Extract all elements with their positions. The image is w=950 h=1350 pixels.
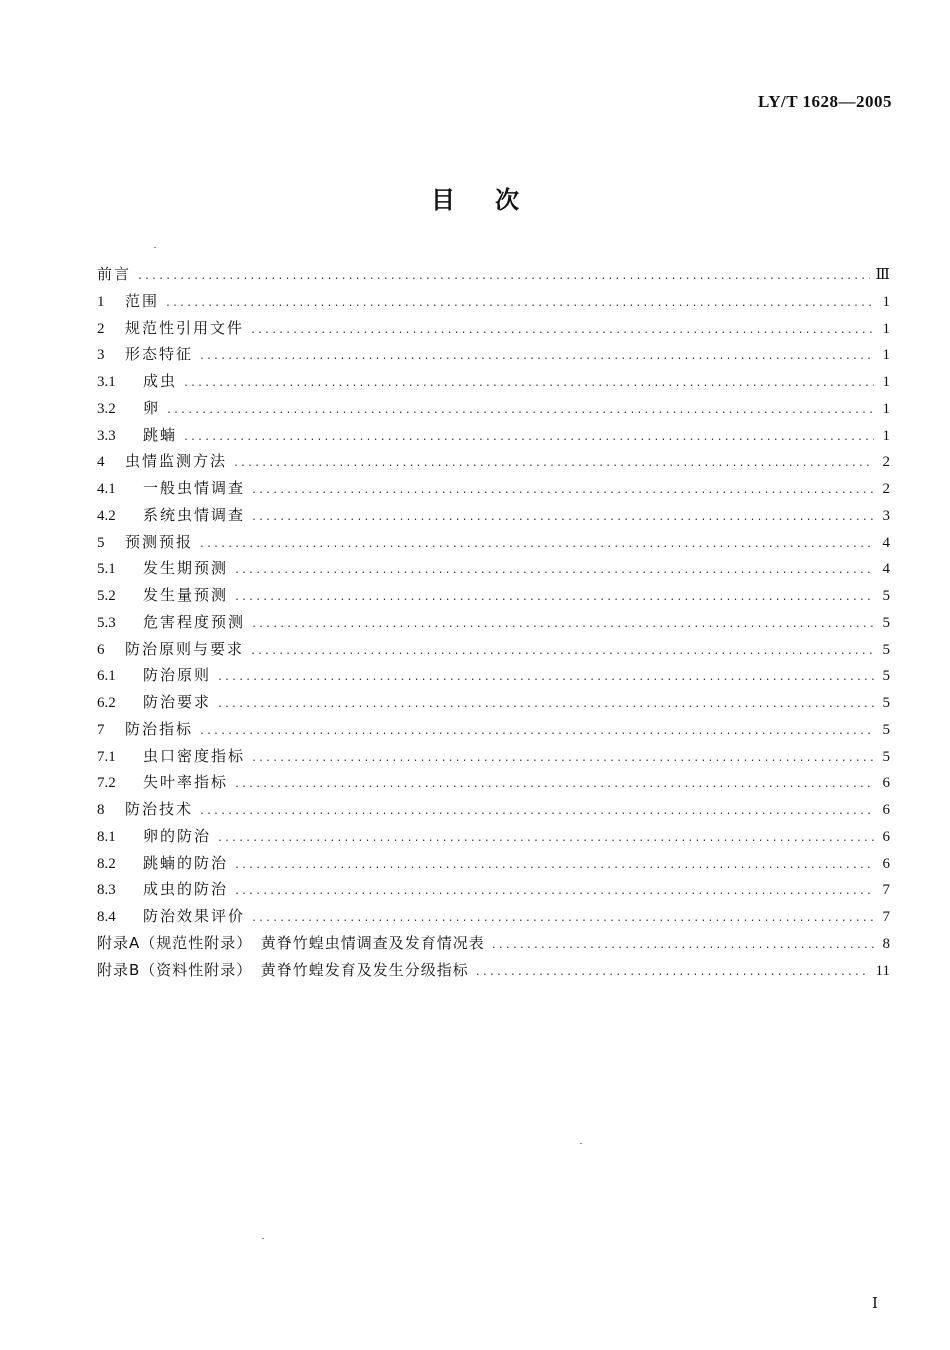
toc-dot-leader — [251, 512, 874, 523]
toc-dot-leader — [233, 458, 874, 469]
toc-dot-leader — [250, 646, 874, 657]
toc-entry-number: 5.1 — [97, 561, 116, 578]
toc-dot-leader — [475, 967, 870, 978]
toc-entry-number: 4.1 — [97, 481, 116, 497]
toc-entry-page: Ⅲ — [875, 267, 890, 283]
toc-entry[interactable] — [97, 878, 890, 905]
toc-entry[interactable] — [97, 584, 890, 611]
toc-entry-title: 防治原则与要求 — [125, 639, 245, 658]
toc-entry-page: 4 — [882, 561, 890, 578]
toc-entry[interactable] — [97, 343, 890, 370]
toc-entry-number: 8 — [97, 802, 105, 818]
toc-entry[interactable] — [97, 745, 890, 772]
toc-dot-leader — [217, 833, 874, 844]
toc-entry-title: 跳蝻的防治 — [143, 853, 229, 872]
toc-dot-leader — [234, 592, 874, 603]
toc-dot-leader — [199, 806, 874, 817]
toc-dot-leader — [166, 405, 874, 416]
toc-entry-title: 失叶率指标 — [143, 773, 229, 792]
toc-dot-leader — [234, 565, 874, 576]
toc-entry-title: 防治要求 — [143, 693, 212, 711]
toc-entry-title: 范围 — [125, 291, 160, 310]
toc-entry-page: 4 — [882, 534, 890, 551]
toc-entry[interactable] — [97, 852, 890, 879]
toc-entry-number: 6.1 — [97, 668, 116, 685]
toc-dot-leader — [217, 699, 874, 710]
toc-entry[interactable] — [97, 290, 890, 317]
standard-code: LY/T 1628—2005 — [757, 92, 892, 111]
toc-dot-leader — [217, 672, 874, 683]
toc-entry[interactable] — [97, 771, 890, 798]
toc-entry-page: 1 — [882, 293, 890, 310]
toc-entry-page: 5 — [882, 641, 890, 658]
toc-dot-leader — [199, 351, 874, 362]
page-number: Ⅰ — [872, 1296, 878, 1312]
toc-entry-number: 8.4 — [97, 909, 116, 925]
table-of-contents — [97, 263, 890, 985]
toc-entry[interactable] — [97, 718, 890, 745]
toc-entry[interactable] — [97, 611, 890, 638]
toc-entry-number: 3.1 — [97, 374, 116, 390]
toc-entry-number: 5.2 — [97, 588, 116, 604]
toc-entry[interactable] — [97, 798, 890, 825]
toc-entry-number: 2 — [97, 320, 105, 337]
toc-entry-number: 6 — [97, 641, 105, 658]
toc-entry-number: 4.2 — [97, 507, 116, 524]
scan-speck — [154, 247, 156, 248]
toc-entry-title: 卵 — [143, 398, 161, 417]
toc-entry-page: 1 — [882, 400, 890, 417]
toc-entry-title: 前言 — [97, 265, 132, 283]
toc-entry-page: 11 — [875, 962, 890, 979]
toc-entry[interactable] — [97, 397, 890, 424]
toc-dot-leader — [183, 432, 874, 443]
toc-entry-title: 系统虫情调查 — [143, 505, 246, 524]
toc-entry-page: 3 — [882, 507, 890, 524]
toc-entry-page: 8 — [882, 935, 890, 952]
toc-entry[interactable] — [97, 263, 890, 290]
toc-entry-title: 成虫 — [143, 372, 178, 390]
toc-entry-page: 1 — [882, 320, 890, 337]
toc-entry-page: 1 — [882, 427, 890, 444]
toc-entry-page: 1 — [882, 374, 890, 390]
toc-dot-leader — [234, 779, 874, 790]
toc-entry[interactable] — [97, 370, 890, 397]
toc-entry[interactable] — [97, 504, 890, 531]
toc-entry-number: 7.1 — [97, 748, 116, 765]
toc-entry-title: 发生期预测 — [143, 559, 229, 578]
toc-entry[interactable] — [97, 424, 890, 451]
toc-dot-leader — [199, 539, 874, 550]
toc-entry-title: 跳蝻 — [143, 425, 178, 444]
toc-entry-title: 卵的防治 — [143, 826, 212, 845]
page-title: 目次 — [431, 186, 559, 214]
toc-entry-page: 5 — [882, 695, 890, 711]
toc-entry-page: 7 — [882, 909, 890, 925]
toc-entry-number: 8.1 — [97, 828, 116, 845]
toc-entry-title: 防治技术 — [125, 800, 194, 818]
toc-entry-title: 附录A（规范性附录） 黄脊竹蝗虫情调查及发育情况表 — [97, 933, 485, 952]
toc-entry[interactable] — [97, 531, 890, 558]
toc-entry-title: 防治效果评价 — [143, 907, 246, 925]
toc-entry-title: 形态特征 — [125, 345, 194, 364]
toc-dot-leader — [250, 325, 874, 336]
toc-entry-title: 一般虫情调查 — [143, 479, 246, 497]
scan-speck — [262, 1238, 264, 1239]
toc-entry-number: 7 — [97, 721, 105, 738]
toc-entry-title: 虫情监测方法 — [125, 452, 228, 471]
toc-entry-page: 5 — [882, 614, 890, 631]
toc-entry-number: 8.2 — [97, 855, 116, 872]
toc-entry-number: 4 — [97, 454, 105, 471]
toc-entry[interactable] — [97, 905, 890, 932]
toc-entry-page: 5 — [882, 668, 890, 685]
toc-entry-title: 虫口密度指标 — [143, 746, 246, 765]
toc-entry-title: 成虫的防治 — [143, 880, 229, 899]
toc-entry[interactable] — [97, 932, 890, 959]
toc-entry[interactable] — [97, 664, 890, 691]
toc-dot-leader — [251, 485, 874, 496]
toc-dot-leader — [234, 860, 874, 871]
toc-entry-page: 5 — [882, 588, 890, 604]
toc-entry-page: 2 — [882, 481, 890, 497]
toc-entry-title: 附录B（资料性附录） 黄脊竹蝗发育及发生分级指标 — [97, 960, 469, 979]
toc-entry[interactable] — [97, 825, 890, 852]
toc-entry-number: 3.3 — [97, 427, 116, 444]
toc-entry-title: 规范性引用文件 — [125, 318, 245, 337]
toc-dot-leader — [251, 753, 874, 764]
toc-entry-page: 2 — [882, 454, 890, 471]
toc-entry-page: 6 — [882, 775, 890, 792]
toc-entry[interactable] — [97, 317, 890, 344]
toc-entry-page: 1 — [882, 347, 890, 364]
toc-entry-page: 7 — [882, 882, 890, 899]
toc-dot-leader — [199, 726, 874, 737]
toc-entry-title: 预测预报 — [125, 532, 194, 551]
toc-dot-leader — [251, 913, 874, 924]
toc-dot-leader — [491, 940, 874, 951]
toc-entry-page: 6 — [882, 802, 890, 818]
toc-dot-leader — [234, 886, 874, 897]
toc-entry[interactable] — [97, 477, 890, 504]
toc-entry-page: 5 — [882, 721, 890, 738]
toc-dot-leader — [165, 298, 874, 309]
toc-entry-number: 8.3 — [97, 882, 116, 899]
toc-entry[interactable] — [97, 450, 890, 477]
toc-entry-page: 6 — [882, 828, 890, 845]
toc-entry-number: 3.2 — [97, 400, 116, 417]
toc-entry-number: 5 — [97, 534, 105, 551]
toc-entry-page: 5 — [882, 748, 890, 765]
toc-entry-title: 防治原则 — [143, 666, 212, 685]
toc-dot-leader — [137, 271, 870, 282]
toc-dot-leader — [183, 378, 874, 389]
toc-entry-page: 6 — [882, 855, 890, 872]
toc-entry[interactable] — [97, 557, 890, 584]
toc-dot-leader — [251, 619, 874, 630]
toc-entry-title: 防治指标 — [125, 719, 194, 738]
scan-speck — [580, 1143, 582, 1144]
toc-entry-number: 1 — [97, 293, 105, 310]
toc-entry-number: 5.3 — [97, 614, 116, 631]
toc-entry[interactable] — [97, 959, 890, 986]
toc-entry-number: 3 — [97, 347, 105, 364]
toc-entry-number: 7.2 — [97, 775, 116, 792]
toc-entry-title: 危害程度预测 — [143, 612, 246, 631]
toc-entry[interactable] — [97, 691, 890, 718]
toc-entry-number: 6.2 — [97, 695, 116, 711]
toc-entry-title: 发生量预测 — [143, 586, 229, 604]
toc-entry[interactable] — [97, 638, 890, 665]
